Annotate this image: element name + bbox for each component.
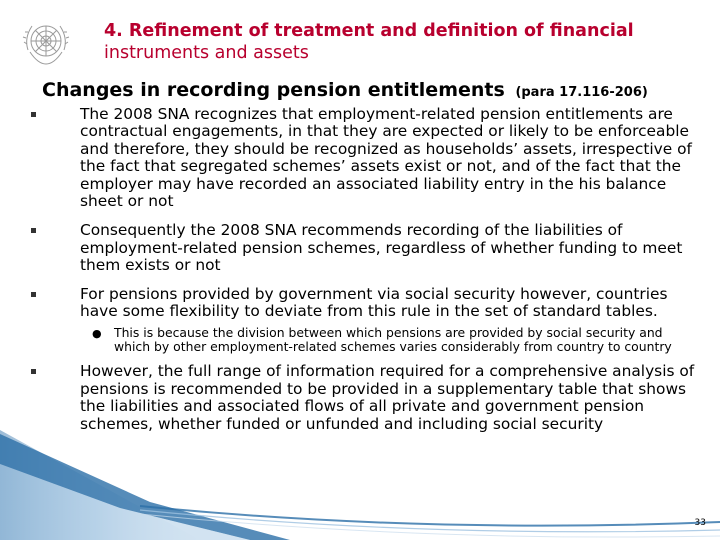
title-line-1: 4. Refinement of treatment and definition of financial: [104, 21, 634, 41]
square-bullet-icon: [31, 228, 36, 233]
section-heading: [42, 78, 712, 105]
bullet-list: [28, 106, 698, 433]
bullet-text: The 2008 SNA recognizes that employment-related pension entitlements are contractual engagements, in that they are expected or likely to be enforceable and therefore, they should be recognized as households’ assets, irrespective of the fact that segregated schemes’ assets exist or not, and of the fact that the employer may have recorded an associated liability entry in the his balance sheet or not: [80, 105, 692, 211]
slide-title: [104, 20, 704, 64]
square-bullet-icon: [31, 112, 36, 117]
title-line-2: instruments and assets: [104, 43, 309, 63]
bullet-item: [28, 222, 698, 274]
slide-number: 33: [694, 518, 706, 528]
square-bullet-icon: [31, 369, 36, 374]
sub-bullet-text: This is because the division between which pensions are provided by social security and which by other employment-related schemes varies considerably from country to country: [114, 325, 672, 354]
bullet-text: Consequently the 2008 SNA recommends recording of the liabilities of employment-related pension schemes, regardless of whether funding to meet them exists or not: [80, 221, 683, 275]
bullet-text: However, the full range of information required for a comprehensive analysis of pensions is recommended to be provided in a supplementary table that shows the liabilities and associated flows of all private and government pension schemes, whether funded or unfunded and including social security: [80, 362, 695, 433]
paragraph-reference: (para 17.116-206): [515, 85, 648, 100]
sub-bullet-item: [28, 326, 698, 353]
bullet-item: [28, 286, 698, 321]
round-bullet-icon: ●: [92, 327, 102, 341]
bullet-text: For pensions provided by government via social security however, countries have some flexibility to deviate from this rule in the set of standard tables.: [80, 284, 668, 321]
bullet-item: [28, 363, 698, 433]
decorative-swoosh: [0, 430, 720, 540]
un-emblem-icon: [18, 14, 74, 70]
bullet-item: [28, 106, 698, 210]
section-heading-text: Changes in recording pension entitlements: [42, 79, 505, 101]
square-bullet-icon: [31, 292, 36, 297]
